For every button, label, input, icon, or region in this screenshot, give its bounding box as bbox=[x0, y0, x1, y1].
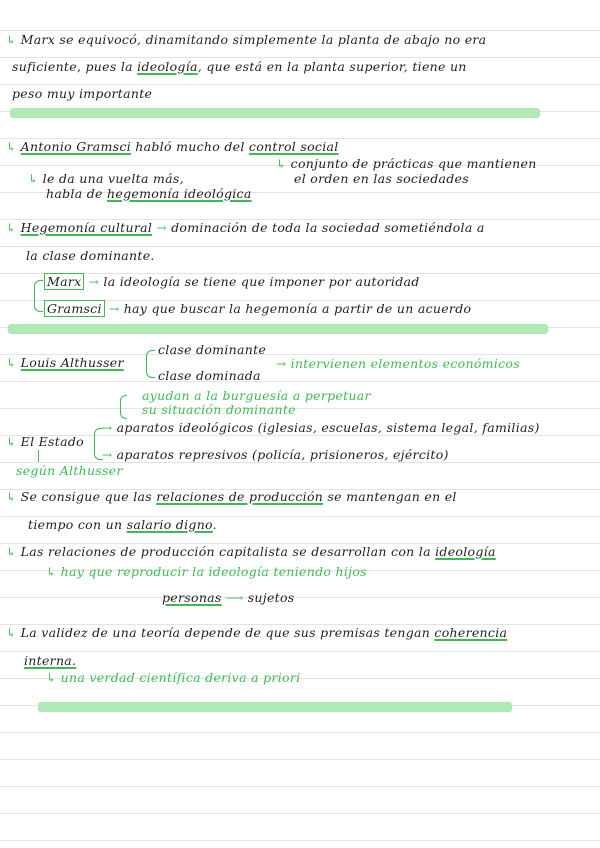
gramsci-note-2: habla de hegemonía ideológica bbox=[46, 186, 252, 201]
clase-dominante: clase dominante bbox=[158, 342, 267, 357]
clase-dominada: clase dominada bbox=[158, 368, 261, 383]
bracket-icon bbox=[120, 395, 127, 419]
validez-line-2 bbox=[24, 654, 76, 668]
personas-sujetos: personas ⟶ sujetos bbox=[162, 590, 295, 605]
hegemonia-line-1: ↳ Hegemonía cultural → dominación de toda la sociedad sometiéndola a bbox=[6, 220, 485, 235]
econ-note: → intervienen elementos económicos bbox=[276, 356, 520, 371]
right-arrow-icon: ⟶ bbox=[225, 591, 244, 605]
salario-digno-term: salario digno bbox=[126, 517, 213, 532]
down-arrow-line bbox=[38, 450, 39, 462]
arrow-icon: ↳ bbox=[276, 157, 287, 171]
bracket-icon bbox=[34, 280, 43, 312]
right-arrow-icon: → bbox=[276, 357, 287, 371]
arrow-icon: ↳ bbox=[6, 356, 17, 370]
marx-line-2: suficiente, pues la ideología, que está en la planta superior, tiene un bbox=[12, 59, 467, 74]
arrow-icon: ↳ bbox=[46, 565, 57, 579]
arrow-icon: ↳ bbox=[6, 33, 17, 47]
highlight-divider bbox=[38, 702, 512, 712]
arrow-icon: ↳ bbox=[6, 490, 17, 504]
right-arrow-icon: → bbox=[88, 275, 100, 289]
marx-label-box: Marx bbox=[44, 273, 84, 290]
marx-line-3: peso muy importante bbox=[12, 86, 153, 101]
segun-althusser: según Althusser bbox=[16, 463, 123, 478]
arrow-icon: ↳ bbox=[6, 545, 17, 559]
relaciones-line-3: ↳ Las relaciones de producción capitalista se desarrollan con la ideología bbox=[6, 544, 496, 559]
ayudan-line-2: su situación dominante bbox=[142, 402, 296, 417]
control-social-term: control social bbox=[248, 139, 339, 154]
arrow-icon: ↳ bbox=[46, 671, 57, 685]
highlight-divider bbox=[8, 324, 548, 334]
gramsci-label-box: Gramsci bbox=[44, 300, 105, 317]
right-arrow-icon: → bbox=[102, 448, 113, 462]
estado-line: ↳ El Estado bbox=[6, 434, 84, 449]
marx-line-1 bbox=[6, 33, 486, 47]
validez-line-1: ↳ La validez de una teoría depende de que sus premisas tengan coherencia bbox=[6, 625, 508, 640]
gramsci-line: ↳ Antonio Gramsci habló mucho del control social bbox=[6, 139, 339, 154]
hegemonia-gramsci: Gramsci → hay que buscar la hegemonía a partir de un acuerdo bbox=[44, 302, 471, 316]
gramsci-name: Antonio Gramsci bbox=[20, 139, 131, 154]
gramsci-note-1: ↳ le da una vuelta más, bbox=[28, 171, 184, 186]
reproducir-line: ↳ hay que reproducir la ideología teniendo hijos bbox=[46, 564, 367, 579]
relaciones-line-2: tiempo con un salario digno. bbox=[28, 517, 217, 532]
althusser-name: Louis Althusser bbox=[20, 355, 124, 370]
hegemonia-cultural-term: Hegemonía cultural bbox=[20, 220, 153, 235]
right-arrow-icon: → bbox=[102, 421, 113, 435]
marx-text-1: Marx se equivocó, dinamitando simplemente la planta de abajo no era bbox=[20, 32, 487, 47]
aparatos-ideologicos: → aparatos ideológicos (iglesias, escuelas, sistema legal, familias) bbox=[102, 420, 540, 435]
interna-term: interna. bbox=[24, 653, 77, 668]
hegemonia-line-2: la clase dominante. bbox=[26, 248, 155, 263]
arrow-icon: ↳ bbox=[6, 626, 17, 640]
personas-term: personas bbox=[162, 590, 222, 605]
coherencia-term: coherencia bbox=[434, 625, 508, 640]
arrow-icon: ↳ bbox=[6, 435, 17, 449]
right-arrow-icon: → bbox=[156, 221, 167, 235]
control-social-def-2: el orden en las sociedades bbox=[294, 171, 469, 186]
arrow-icon: ↳ bbox=[28, 172, 39, 186]
arrow-icon: ↳ bbox=[6, 140, 17, 154]
highlight-divider bbox=[10, 108, 540, 118]
althusser-line bbox=[6, 356, 124, 370]
hegemonia-marx: Marx → la ideología se tiene que imponer por autoridad bbox=[44, 275, 420, 289]
hegemonia-ideologica-term: hegemonía ideológica bbox=[107, 186, 252, 201]
bracket-icon bbox=[146, 350, 155, 378]
ideologia-term: ideología bbox=[137, 59, 198, 74]
ayudan-line-1: ayudan a la burguesía a perpetuar bbox=[142, 388, 371, 403]
relaciones-produccion-term: relaciones de producción bbox=[156, 489, 324, 504]
relaciones-line-1: ↳ Se consigue que las relaciones de producción se mantengan en el bbox=[6, 489, 457, 504]
control-social-def-1: ↳ conjunto de prácticas que mantienen bbox=[276, 156, 537, 171]
right-arrow-icon: → bbox=[109, 302, 120, 316]
arrow-icon: ↳ bbox=[6, 221, 17, 235]
aparatos-represivos: → aparatos represivos (policía, prisioneros, ejército) bbox=[102, 447, 449, 462]
validez-line-3: ↳ una verdad científica deriva a priori bbox=[46, 670, 301, 685]
ideologia-term: ideología bbox=[435, 544, 496, 559]
